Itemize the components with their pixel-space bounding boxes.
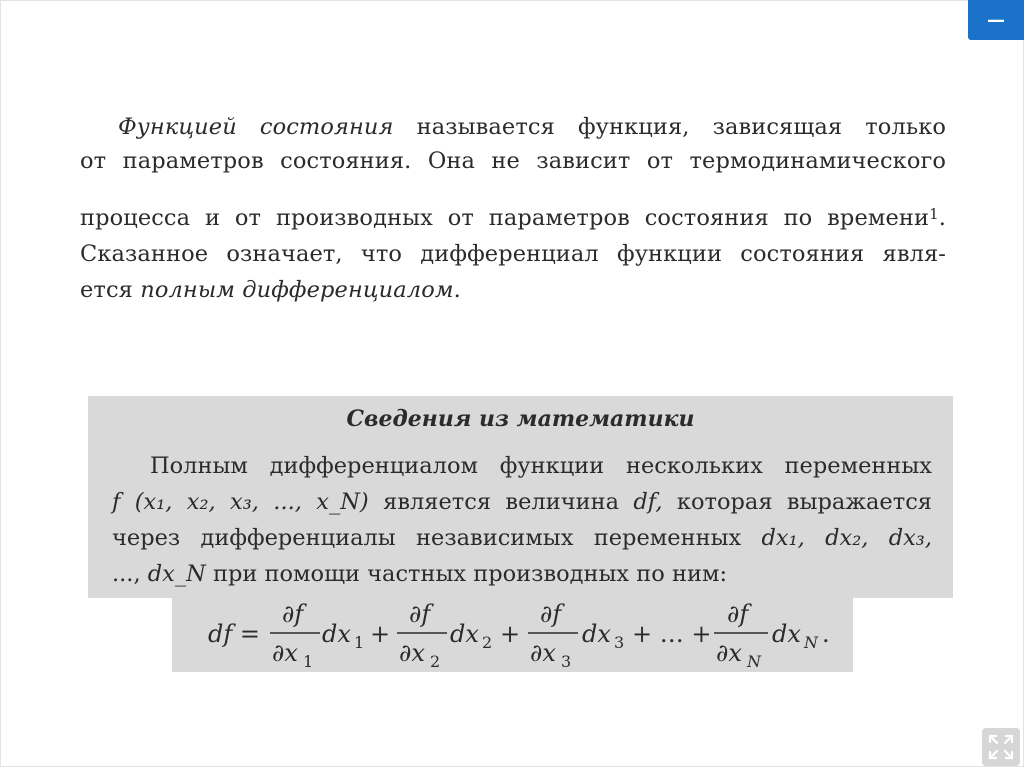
paragraph1-line1 (80, 110, 946, 144)
math-line1: Полным дифференциалом функции нескольких переменных (150, 453, 932, 479)
paragraph2-line1-end: . (938, 205, 946, 231)
paragraph2-line3-start: ется (80, 277, 133, 303)
formula-dx-sub-1: 1 (354, 633, 365, 652)
math-line2 (112, 484, 932, 520)
formula-box (172, 598, 853, 672)
function-expression: f (x₁, x₂, x₃, ..., x_N) (112, 489, 369, 515)
math-line2-mid: является величина (383, 489, 619, 515)
formula-den-2: ∂x (399, 639, 425, 667)
math-box-title: Сведения из математики (346, 406, 695, 432)
formula-num-3: ∂f (540, 600, 562, 628)
paragraph2-line1 (80, 200, 946, 236)
math-line3-start: через дифференциалы независимых переменных (112, 525, 742, 551)
paragraph-state-function (80, 110, 946, 178)
formula-num-2: ∂f (409, 600, 431, 628)
paragraph-full-differential (80, 200, 946, 308)
math-line2-rest: которая выражается (676, 489, 932, 515)
formula-num-1: ∂f (282, 600, 304, 628)
paragraph2-line2: Сказанное означает, что дифференциал функции состояния явля- (80, 241, 946, 267)
formula-ellipsis: + … + (632, 620, 712, 648)
formula-lhs: df = (208, 620, 260, 648)
formula-den-3: ∂x (530, 639, 556, 667)
formula-dx-3: dx (582, 620, 611, 648)
fullscreen-button[interactable] (982, 728, 1020, 766)
expand-arrows-icon (982, 728, 1020, 766)
formula-dx-1: dx (322, 620, 351, 648)
paragraph2-line3 (80, 272, 946, 308)
dxn-var: dx_N (147, 561, 206, 587)
differential-vars: dx₁, dx₂, dx₃, (761, 525, 932, 551)
total-differential-formula (172, 598, 853, 672)
formula-den-sub-1: 1 (303, 652, 314, 671)
math-box-text (112, 448, 932, 592)
formula-end: . (822, 620, 830, 648)
collapse-button[interactable] (968, 0, 1024, 40)
formula-dx-sub-2: 2 (482, 633, 493, 652)
formula-den-sub-2: 2 (430, 652, 441, 671)
paragraph2-line1-text: процесса и от производных от параметров состояния по времени (80, 205, 930, 231)
formula-plus-1: + (370, 620, 391, 648)
formula-dx-n: dx (772, 620, 801, 648)
formula-dx-2: dx (450, 620, 479, 648)
formula-dx-sub-n: N (804, 633, 818, 652)
term-full-differential: полным дифференциалом (140, 277, 454, 303)
footnote-mark[interactable]: 1 (929, 205, 939, 223)
formula-den-sub-3: 3 (561, 652, 572, 671)
math-info-box (88, 396, 953, 598)
math-line4 (112, 556, 932, 592)
paragraph1-line2: от параметров состояния. Она не зависит от термодинамического (80, 148, 946, 174)
collapse-label: — (987, 9, 1005, 31)
formula-num-n: ∂f (727, 600, 749, 628)
math-line4-rest: при помощи частных производных по ним: (212, 561, 728, 587)
math-line4-start: ..., (112, 561, 141, 587)
formula-dx-sub-3: 3 (614, 633, 625, 652)
math-line3 (112, 520, 932, 556)
formula-plus-2: + (500, 620, 521, 648)
paragraph2-line3-end: . (453, 277, 461, 303)
formula-den-1: ∂x (272, 639, 298, 667)
formula-den-n: ∂x (716, 639, 742, 667)
df-symbol: df, (633, 489, 663, 515)
paragraph1-line1-text: называется функция, зависящая только (416, 114, 947, 140)
formula-den-sub-n: N (747, 652, 761, 671)
term-state-function: Функцией состояния (118, 114, 394, 140)
